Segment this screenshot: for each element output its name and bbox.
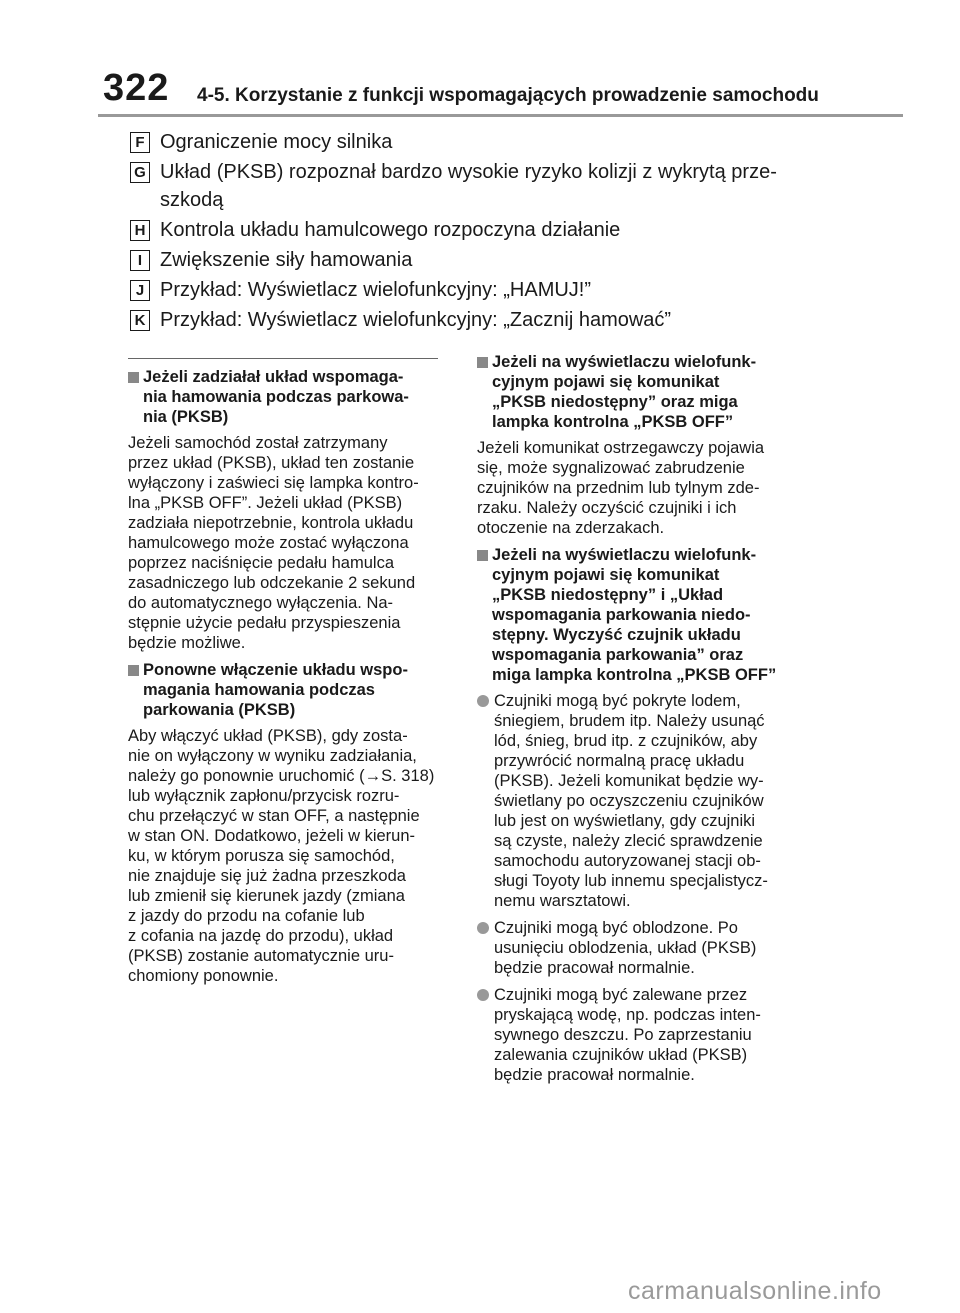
section-body bbox=[128, 726, 458, 986]
section-heading bbox=[128, 660, 458, 720]
text-line: śniegiem, brudem itp. Należy usunąć bbox=[494, 712, 765, 730]
text-line: Układ (PKSB) rozpoznał bardzo wysokie ryzyko kolizji z wykrytą prze- bbox=[160, 161, 777, 183]
text-line: się, może sygnalizować zabrudzenie bbox=[477, 459, 745, 477]
text-line: nie znajduje się już żadna przeszkoda bbox=[128, 867, 406, 885]
list-item bbox=[477, 691, 807, 911]
text-line: zalewania czujników układ (PKSB) bbox=[494, 1046, 748, 1064]
text-line: stępny. Wyczyść czujnik układu bbox=[492, 626, 741, 644]
text-line: zadziała niepotrzebnie, kontrola układu bbox=[128, 514, 414, 532]
legend-badge: H bbox=[130, 220, 150, 241]
legend-badge: G bbox=[130, 162, 150, 183]
section-body bbox=[477, 438, 807, 538]
legend-badge: F bbox=[130, 132, 150, 153]
legend-item bbox=[130, 128, 830, 156]
text-line: magania hamowania podczas bbox=[143, 681, 375, 699]
text-line: Jeżeli zadziałał układ wspomaga- bbox=[143, 368, 404, 386]
text-line: przez układ (PKSB), układ ten zostanie bbox=[128, 454, 415, 472]
text-line: ku, w którym porusza się samochód, bbox=[128, 847, 395, 865]
legend-badge: I bbox=[130, 250, 150, 271]
legend-badge: J bbox=[130, 280, 150, 301]
text-line: lód, śnieg, brud itp. z czujników, aby bbox=[494, 732, 758, 750]
text-line: sługi Toyoty lub innemu specjalistycz- bbox=[494, 872, 768, 890]
square-bullet-icon bbox=[128, 665, 139, 676]
text-line: „PKSB niedostępny” i „Układ bbox=[492, 586, 724, 604]
text-line: Jeżeli komunikat ostrzegawczy pojawia bbox=[477, 439, 765, 457]
text-line: nia (PKSB) bbox=[143, 408, 229, 426]
round-bullet-icon bbox=[477, 989, 489, 1001]
text-line: z jazdy do przodu na cofanie lub bbox=[128, 907, 365, 925]
text-line: Aby włączyć układ (PKSB), gdy zosta- bbox=[128, 727, 408, 745]
square-bullet-icon bbox=[128, 372, 139, 383]
list-item bbox=[477, 985, 807, 1085]
text-line: lub jest on wyświetlany, gdy czujniki bbox=[494, 812, 756, 830]
text-line: wyłączony i zaświeci się lampka kontro- bbox=[128, 474, 419, 492]
text-line: nie on wyłączony w wyniku zadziałania, bbox=[128, 747, 417, 765]
right-column bbox=[477, 352, 807, 1092]
text-line: świetlany po oczyszczeniu czujników bbox=[494, 792, 764, 810]
text-line: chu przełączyć w stan OFF, a następnie bbox=[128, 807, 420, 825]
legend-badge: K bbox=[130, 310, 150, 331]
text-line: usunięciu oblodzenia, układ (PKSB) bbox=[494, 939, 757, 957]
page-number: 322 bbox=[103, 67, 170, 109]
list-item bbox=[477, 918, 807, 978]
text-line: Jeżeli na wyświetlaczu wielofunk- bbox=[492, 546, 757, 564]
text-line: nemu warsztatowi. bbox=[494, 892, 631, 910]
text-line: lub wyłącznik zapłonu/przycisk rozru- bbox=[128, 787, 400, 805]
text-line: Przykład: Wyświetlacz wielofunkcyjny: „Zacznij hamować” bbox=[160, 309, 672, 331]
header-divider bbox=[98, 114, 903, 117]
text-line: czujników na przednim lub tylnym zde- bbox=[477, 479, 760, 497]
text-line: rzaku. Należy oczyścić czujniki i ich bbox=[477, 499, 737, 517]
text-line: stępnie użycie pedału przyspieszenia bbox=[128, 614, 401, 632]
text-line: z cofania na jazdę do przodu), układ bbox=[128, 927, 394, 945]
legend-item bbox=[130, 306, 830, 334]
text-line: Czujniki mogą być zalewane przez bbox=[494, 986, 748, 1004]
text-line: Czujniki mogą być pokryte lodem, bbox=[494, 692, 741, 710]
text-line: chomiony ponownie. bbox=[128, 967, 279, 985]
text-line: (PKSB) zostanie automatycznie uru- bbox=[128, 947, 394, 965]
text-line: Jeżeli samochód został zatrzymany bbox=[128, 434, 388, 452]
legend-item bbox=[130, 246, 830, 274]
text-line: będzie możliwe. bbox=[128, 634, 246, 652]
section-body bbox=[128, 433, 458, 653]
text-line: lna „PKSB OFF”. Jeżeli układ (PKSB) bbox=[128, 494, 403, 512]
legend-item bbox=[130, 276, 830, 304]
text-line: szkodą bbox=[160, 189, 224, 211]
legend-item bbox=[130, 158, 830, 214]
text-line: sywnego deszczu. Po zaprzestaniu bbox=[494, 1026, 752, 1044]
text-line: nia hamowania podczas parkowa- bbox=[143, 388, 409, 406]
page-header bbox=[0, 0, 960, 118]
text-line: do automatycznego wyłączenia. Na- bbox=[128, 594, 394, 612]
text-line: Ograniczenie mocy silnika bbox=[160, 131, 393, 153]
text-line: Kontrola układu hamulcowego rozpoczyna działanie bbox=[160, 219, 621, 241]
round-bullet-icon bbox=[477, 922, 489, 934]
text-line: wspomagania parkowania niedo- bbox=[492, 606, 751, 624]
text-line: Czujniki mogą być oblodzone. Po bbox=[494, 919, 738, 937]
text-line: poprzez naciśnięcie pedału hamulca bbox=[128, 554, 394, 572]
text-line: Ponowne włączenie układu wspo- bbox=[143, 661, 408, 679]
square-bullet-icon bbox=[477, 357, 488, 368]
text-line: wspomagania parkowania” oraz bbox=[492, 646, 744, 664]
bullet-list bbox=[477, 691, 807, 1085]
text-line: otoczenie na zderzakach. bbox=[477, 519, 665, 537]
legend-item bbox=[130, 216, 830, 244]
section-heading bbox=[477, 352, 807, 432]
legend-list bbox=[130, 128, 830, 335]
text-line: Zwiększenie siły hamowania bbox=[160, 249, 413, 271]
text-line: Jeżeli na wyświetlaczu wielofunk- bbox=[492, 353, 757, 371]
text-line: Przykład: Wyświetlacz wielofunkcyjny: „HAMUJ!” bbox=[160, 279, 592, 301]
text-line: cyjnym pojawi się komunikat bbox=[492, 373, 720, 391]
text-line: lampka kontrolna „PKSB OFF” bbox=[492, 413, 734, 431]
text-line: w stan ON. Dodatkowo, jeżeli w kierun- bbox=[128, 827, 416, 845]
text-line: zasadniczego lub odczekanie 2 sekund bbox=[128, 574, 416, 592]
section-heading bbox=[128, 367, 458, 427]
chapter-title: 4-5. Korzystanie z funkcji wspomagających prowadzenie samochodu bbox=[197, 85, 819, 106]
text-line: samochodu autoryzowanej stacji ob- bbox=[494, 852, 761, 870]
text-line: lub zmienił się kierunek jazdy (zmiana bbox=[128, 887, 405, 905]
left-column bbox=[128, 358, 458, 993]
text-line: parkowania (PKSB) bbox=[143, 701, 296, 719]
text-line: cyjnym pojawi się komunikat bbox=[492, 566, 720, 584]
text-line: „PKSB niedostępny” oraz miga bbox=[492, 393, 738, 411]
text-line: hamulcowego może zostać wyłączona bbox=[128, 534, 409, 552]
text-line: będzie pracował normalnie. bbox=[494, 959, 695, 977]
text-line: pryskającą wodę, np. podczas inten- bbox=[494, 1006, 761, 1024]
text-line: będzie pracował normalnie. bbox=[494, 1066, 695, 1084]
square-bullet-icon bbox=[477, 550, 488, 561]
text-line: są czyste, należy zlecić sprawdzenie bbox=[494, 832, 763, 850]
text-line: należy go ponownie uruchomić (→S. 318) bbox=[128, 767, 435, 785]
round-bullet-icon bbox=[477, 695, 489, 707]
text-line: przywrócić normalną pracę układu bbox=[494, 752, 745, 770]
text-line: (PKSB). Jeżeli komunikat będzie wy- bbox=[494, 772, 764, 790]
section-heading bbox=[477, 545, 807, 685]
watermark: carmanualsonline.info bbox=[628, 1277, 882, 1305]
text-line: miga lampka kontrolna „PKSB OFF” bbox=[492, 666, 777, 684]
